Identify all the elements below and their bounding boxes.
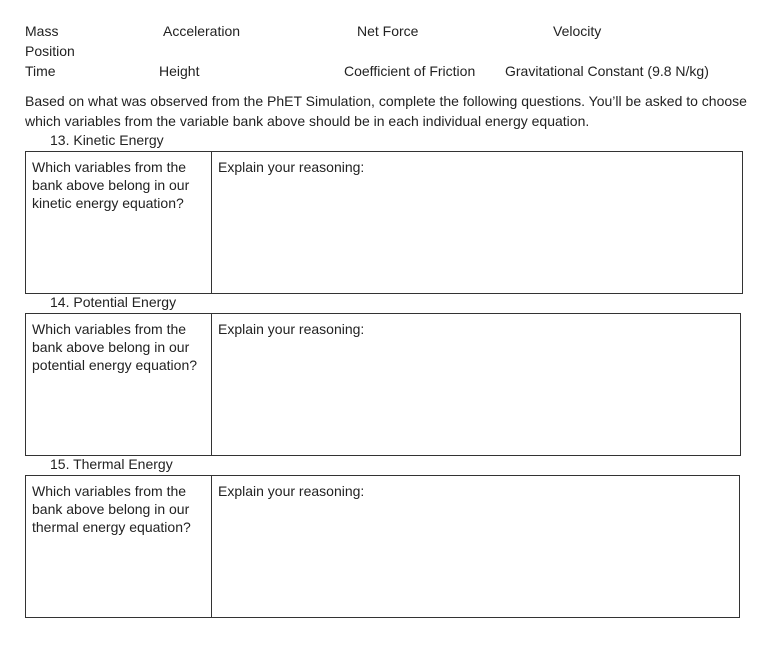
question-14-prompt: Which variables from the bank above belong in our potential energy equation?: [32, 321, 198, 373]
question-15-prompt: Which variables from the bank above belong in our thermal energy equation?: [32, 483, 191, 535]
question-14-table: [25, 313, 741, 456]
variable-time: Time: [25, 63, 56, 79]
question-15-table: [25, 475, 740, 618]
question-14-prompt-cell[interactable]: [26, 314, 212, 456]
question-13-prompt: Which variables from the bank above belong in our kinetic energy equation?: [32, 159, 190, 211]
variable-velocity: Velocity: [553, 23, 602, 39]
question-15-reasoning-cell[interactable]: [212, 476, 740, 618]
question-13-table: [25, 151, 743, 294]
variable-net-force: Net Force: [357, 23, 419, 39]
variable-gravitational-constant: Gravitational Constant (9.8 N/kg): [505, 63, 709, 79]
question-13-heading: 13. Kinetic Energy: [50, 132, 164, 148]
question-13-prompt-cell[interactable]: [26, 152, 212, 294]
question-14-reasoning-label: Explain your reasoning:: [218, 321, 365, 337]
question-13-reasoning-cell[interactable]: [212, 152, 743, 294]
variable-acceleration: Acceleration: [163, 23, 241, 39]
question-14-reasoning-cell[interactable]: [212, 314, 741, 456]
variable-coefficient-of-friction: Coefficient of Friction: [344, 63, 476, 79]
question-15-reasoning-label: Explain your reasoning:: [218, 483, 365, 499]
variable-position: Position: [25, 43, 75, 59]
variable-mass: Mass: [25, 23, 59, 39]
question-14-heading: 14. Potential Energy: [50, 294, 177, 310]
question-15-heading: 15. Thermal Energy: [50, 456, 173, 472]
question-13-reasoning-label: Explain your reasoning:: [218, 159, 365, 175]
instructions-paragraph: Based on what was observed from the PhET Simulation, complete the following questions. You’ll be asked to choose which variables from the variable bank above should be in each individual energy equation.: [25, 93, 747, 129]
variable-height: Height: [159, 63, 200, 79]
question-15-prompt-cell[interactable]: [26, 476, 212, 618]
